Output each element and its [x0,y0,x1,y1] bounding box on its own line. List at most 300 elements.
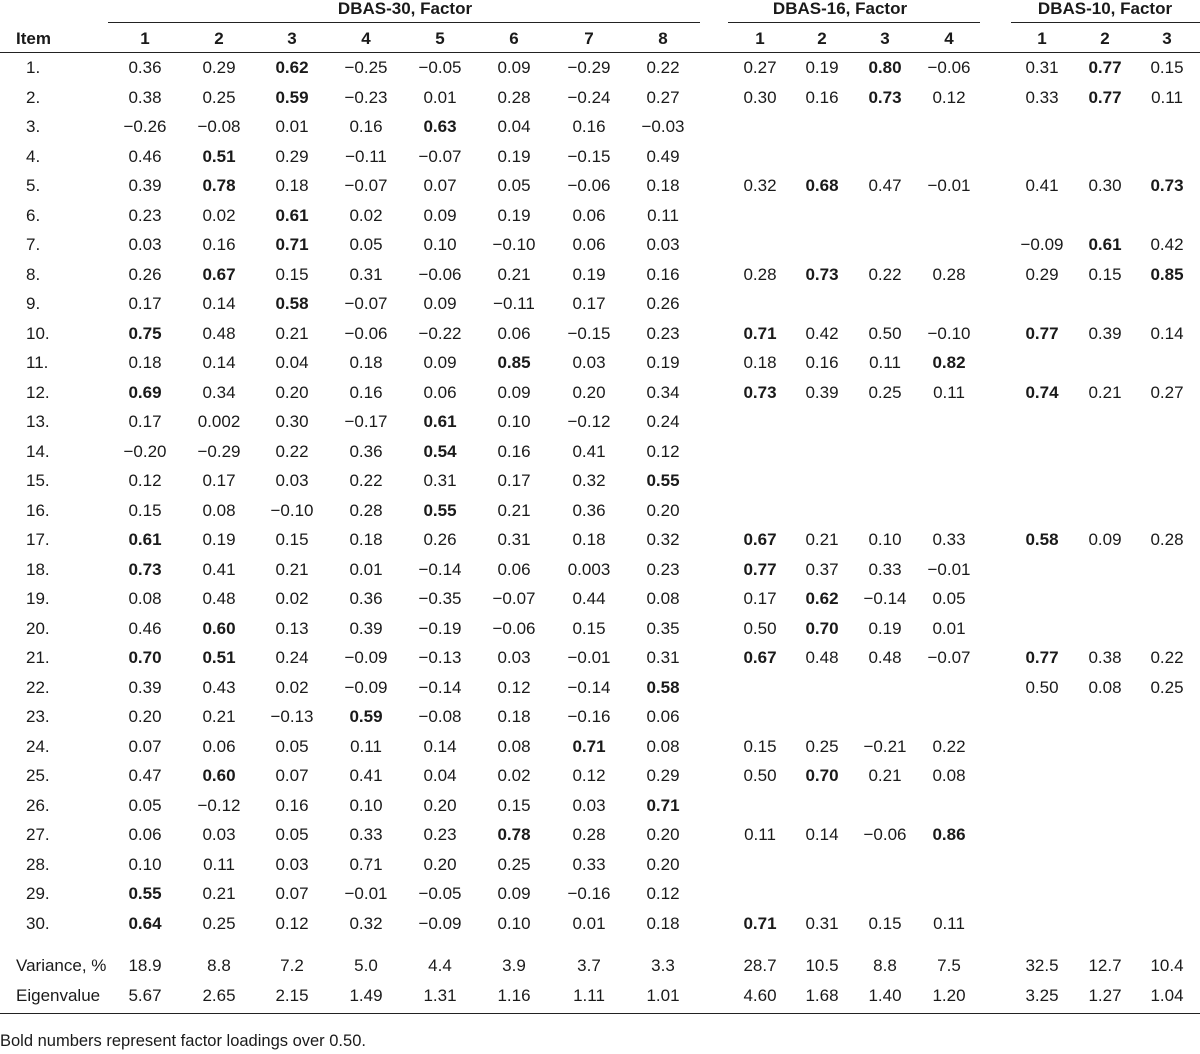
loading-cell: 0.16 [572,117,606,136]
loading-cell: 0.62 [805,589,839,608]
loading-cell: 0.11 [203,854,235,874]
loading-cell: 0.16 [497,441,531,461]
loading-cell: 0.33 [1025,87,1059,107]
loading-cell: 0.01 [423,87,457,107]
loading-cell: 0.42 [805,323,839,343]
loading-cell: −0.09 [344,648,388,667]
loading-cell: 0.61 [423,412,457,431]
loading-cell: 0.16 [805,87,839,107]
loading-cell: −0.14 [567,677,611,697]
item-number: 6. [26,205,41,225]
loading-cell: 0.41 [349,766,383,785]
loading-cell: 0.20 [572,382,606,402]
loading-cell: 0.62 [275,58,309,77]
group-header-dbas30: DBAS-30, Factor [337,0,473,18]
item-number: 19. [26,589,50,608]
loading-cell: 0.70 [805,618,839,638]
loading-cell: 0.13 [275,618,309,638]
loading-cell: 0.32 [743,176,777,195]
loading-cell: 0.39 [805,382,839,402]
loading-cell: 0.18 [646,176,680,195]
loading-cell: 0.17 [743,589,777,608]
loading-cell: 0.17 [128,412,162,431]
loading-cell: 0.26 [423,530,457,549]
loading-cell: 0.47 [868,176,902,195]
loading-cell: 0.20 [646,500,680,520]
factor-header: 8 [658,29,668,48]
loading-cell: 0.06 [572,205,606,225]
loading-cell: 0.27 [646,87,680,107]
loading-cell: 0.50 [868,323,902,343]
loading-cell: 0.31 [1025,58,1059,77]
loading-cell: 0.21 [805,530,839,549]
factor-header: 2 [214,29,224,48]
loading-cell: 0.15 [1150,58,1184,77]
factor-header: 2 [1100,29,1110,48]
loading-cell: −0.07 [927,648,971,667]
summary-cell: 1.49 [349,985,383,1005]
loading-cell: 0.09 [497,58,531,77]
loading-cell: 0.15 [275,264,309,284]
factor-header: 2 [817,29,827,48]
loading-cell: −0.17 [344,412,388,431]
loading-cell: 0.02 [275,589,309,608]
loading-cell: 0.47 [128,766,162,785]
loading-cell: −0.03 [641,117,685,136]
summary-cell: 1.40 [868,985,902,1005]
loading-cell: 0.31 [646,648,680,667]
loading-cell: 0.58 [646,677,680,697]
loading-cell: 0.17 [497,471,531,490]
loading-cell: −0.12 [197,795,241,815]
loading-cell: 0.32 [646,530,680,549]
loading-cell: 0.28 [572,825,606,844]
loading-cell: −0.29 [197,441,241,461]
loading-cell: 0.86 [932,825,966,844]
factor-header: 7 [584,29,594,48]
summary-cell: 3.9 [502,956,526,975]
summary-cell: 1.31 [423,985,457,1005]
loading-cell: 0.02 [275,677,309,697]
summary-cell: 8.8 [207,956,231,975]
loading-cell: −0.06 [567,176,611,195]
summary-cell: 4.60 [743,985,777,1005]
loading-cell: 0.06 [423,382,457,402]
loading-cell: 0.18 [349,353,383,372]
header-rule [0,52,1200,53]
summary-cell: 5.0 [354,956,378,975]
loading-cell: 0.69 [128,382,162,402]
loading-cell: 0.29 [202,58,236,77]
loading-cell: 0.16 [646,264,680,284]
summary-cell: 10.5 [805,956,839,975]
item-number: 1. [26,58,41,77]
loading-cell: 0.12 [275,913,309,933]
loading-cell: 0.08 [497,736,531,756]
loading-cell: 0.04 [275,353,309,372]
loading-cell: 0.10 [497,913,531,933]
loading-cell: −0.11 [493,294,535,313]
group-rule-dbas10 [1011,22,1200,23]
loading-cell: 0.71 [646,795,680,815]
loading-cell: 0.58 [1025,530,1059,549]
loading-cell: 0.19 [202,530,236,549]
loading-cell: 0.39 [349,618,383,638]
loading-cell: 0.73 [1150,176,1184,195]
loading-cell: 0.18 [743,353,777,372]
loading-cell: 0.12 [646,441,680,461]
loading-cell: 0.20 [646,825,680,844]
loading-cell: 0.04 [423,766,457,785]
loading-cell: 0.39 [128,677,162,697]
loading-cell: −0.24 [567,87,611,107]
loading-cell: −0.21 [863,736,907,756]
loading-cell: 0.46 [128,146,162,166]
loading-cell: −0.23 [344,87,388,107]
item-number: 28. [26,854,50,874]
summary-cell: 4.4 [428,956,452,975]
loading-cell: 0.48 [202,589,236,608]
loading-cell: 0.35 [646,618,680,638]
loading-cell: 0.25 [202,87,236,107]
loading-cell: 0.71 [349,854,383,874]
item-number: 9. [26,294,41,313]
summary-cell: 1.04 [1150,985,1184,1005]
group-header-dbas16: DBAS-16, Factor [772,0,908,18]
loading-cell: 0.60 [202,766,236,785]
item-number: 22. [26,677,50,697]
loading-cell: 0.002 [197,412,241,431]
loading-cell: 0.16 [349,382,383,402]
loading-cell: −0.06 [344,323,388,343]
item-number: 21. [26,648,50,667]
loading-cell: 0.28 [932,264,966,284]
loading-cell: 0.17 [128,294,162,313]
item-number: 2. [26,87,41,107]
loading-cell: 0.14 [423,736,457,756]
loading-cell: 0.61 [128,530,162,549]
item-number: 11. [26,353,49,372]
loading-cell: 0.18 [128,353,162,372]
summary-cell: 3.7 [577,956,601,975]
loading-cell: 0.02 [202,205,236,225]
loading-cell: −0.08 [197,117,241,136]
factor-header: 3 [1162,29,1172,48]
loading-cell: 0.11 [933,913,965,933]
loading-cell: 0.67 [743,648,777,667]
group-rule-dbas30 [108,22,700,23]
factor-header: 6 [509,29,519,48]
loading-cell: 0.12 [646,884,680,903]
loading-cell: 0.16 [805,353,839,372]
loading-cell: 0.14 [1150,323,1184,343]
loading-cell: 0.21 [275,323,309,343]
summary-cell: 1.16 [497,985,531,1005]
loading-cell: 0.31 [497,530,531,549]
loading-cell: 0.14 [202,294,236,313]
loading-cell: 0.09 [423,205,457,225]
loading-cell: 0.01 [932,618,966,638]
loading-cell: −0.07 [344,176,388,195]
loading-cell: 0.07 [275,884,309,903]
loading-cell: 0.06 [202,736,236,756]
item-number: 12. [26,382,50,402]
loading-cell: 0.21 [1088,382,1122,402]
loading-cell: 0.24 [275,648,309,667]
loading-cell: 0.21 [868,766,902,785]
loading-cell: −0.12 [567,412,611,431]
loading-cell: 0.32 [572,471,606,490]
summary-cell: 7.2 [280,956,304,975]
factor-header: 5 [435,29,445,48]
loading-cell: 0.17 [202,471,236,490]
loading-cell: 0.30 [743,87,777,107]
loading-cell: 0.23 [646,323,680,343]
factor-header: 1 [755,29,765,48]
loading-cell: 0.30 [1088,176,1122,195]
loading-cell: 0.34 [646,382,680,402]
loading-cell: 0.09 [423,353,457,372]
loading-cell: −0.05 [418,58,462,77]
loading-cell: −0.01 [927,176,971,195]
loading-cell: 0.18 [572,530,606,549]
item-number: 27. [26,825,50,844]
summary-cell: 1.20 [932,985,966,1005]
loading-cell: 0.19 [497,146,531,166]
loading-cell: 0.70 [128,648,162,667]
loading-cell: 0.22 [1150,648,1184,667]
loading-cell: 0.61 [1088,235,1122,254]
loading-cell: 0.29 [646,766,680,785]
loading-cell: 0.19 [805,58,839,77]
loading-cell: 0.27 [743,58,777,77]
loading-cell: 0.10 [497,412,531,431]
loading-cell: 0.21 [497,500,531,520]
summary-label: Eigenvalue [16,985,101,1005]
loading-cell: 0.11 [1151,87,1183,107]
loading-cell: −0.26 [123,117,167,136]
loading-cell: 0.09 [497,884,531,903]
item-number: 3. [26,117,41,136]
loading-cell: 0.08 [932,766,966,785]
loading-cell: 0.21 [275,559,309,579]
loading-cell: 0.08 [1088,677,1122,697]
loading-cell: −0.10 [270,500,314,520]
loading-cell: 0.73 [805,264,839,284]
summary-cell: 18.9 [128,956,162,975]
loading-cell: 0.78 [497,825,531,844]
loading-cell: 0.51 [202,648,236,667]
loading-cell: 0.39 [1088,323,1122,343]
summary-cell: 12.7 [1088,956,1122,975]
loading-cell: 0.20 [423,795,457,815]
loading-cell: 0.20 [423,854,457,874]
loading-cell: 0.25 [1150,677,1184,697]
loading-cell: 0.73 [128,559,162,579]
loading-cell: 0.48 [805,648,839,667]
loading-cell: 0.22 [646,58,680,77]
loading-cell: 0.71 [743,913,777,933]
loading-cell: 0.31 [349,264,383,284]
loading-cell: 0.49 [646,146,680,166]
loading-cell: 0.15 [868,913,902,933]
loading-cell: −0.10 [492,235,536,254]
loading-cell: 0.63 [423,117,457,136]
summary-cell: 5.67 [128,985,162,1005]
loading-cell: 0.03 [497,648,531,667]
loading-cell: 0.36 [572,500,606,520]
loading-cell: −0.06 [418,264,462,284]
loading-cell: 0.03 [275,471,309,490]
loading-cell: −0.14 [863,589,907,608]
loading-cell: 0.10 [423,235,457,254]
loading-cell: −0.25 [344,58,388,77]
loading-cell: 0.51 [202,146,236,166]
loading-cell: 0.31 [423,471,457,490]
loading-cell: 0.73 [743,382,777,402]
loading-cell: −0.07 [418,146,462,166]
loading-cell: 0.60 [202,618,236,638]
loading-cell: 0.19 [646,353,680,372]
item-number: 30. [26,913,50,933]
loading-cell: 0.04 [497,117,531,136]
loading-cell: 0.31 [805,913,839,933]
loading-cell: 0.41 [202,559,236,579]
loading-cell: 0.38 [128,87,162,107]
loading-cell: −0.14 [418,559,462,579]
loading-cell: 0.07 [275,766,309,785]
loading-cell: 0.20 [646,854,680,874]
loading-cell: 0.03 [275,854,309,874]
loading-cell: 0.36 [349,589,383,608]
loading-cell: 0.71 [743,323,777,343]
loading-cell: −0.13 [418,648,462,667]
loading-cell: 0.77 [1088,58,1122,77]
loading-cell: 0.28 [497,87,531,107]
loading-cell: 0.08 [202,500,236,520]
summary-cell: 1.27 [1088,985,1122,1005]
loading-cell: 0.16 [202,235,236,254]
loading-cell: 0.06 [646,707,680,726]
loading-cell: 0.33 [349,825,383,844]
loading-cell: 0.02 [497,766,531,785]
loading-cell: 0.55 [646,471,680,490]
loading-cell: 0.77 [1088,87,1122,107]
loading-cell: −0.11 [345,146,387,166]
loading-cell: 0.18 [646,913,680,933]
loading-cell: 0.05 [932,589,966,608]
loading-cell: 0.16 [349,117,383,136]
loading-cell: 0.12 [497,677,531,697]
loading-cell: 0.67 [743,530,777,549]
loading-cell: 0.42 [1150,235,1184,254]
loading-cell: 0.15 [128,500,162,520]
loading-cell: 0.05 [497,176,531,195]
loading-cell: 0.22 [275,441,309,461]
loading-cell: −0.01 [927,559,971,579]
loading-cell: 0.27 [1150,382,1184,402]
loading-cell: 0.18 [349,530,383,549]
loading-cell: 0.55 [128,884,162,903]
loading-cell: 0.44 [572,589,606,608]
loading-cell: −0.06 [863,825,907,844]
loading-cell: 0.28 [1150,530,1184,549]
loading-cell: 0.15 [497,795,531,815]
loading-cell: 0.05 [275,825,309,844]
factor-header: 1 [1037,29,1047,48]
loading-cell: 0.10 [128,854,162,874]
loading-cell: 0.15 [275,530,309,549]
loading-cell: 0.05 [275,736,309,756]
summary-cell: 28.7 [743,956,777,975]
loading-cell: 0.02 [349,205,383,225]
loading-cell: 0.12 [572,766,606,785]
summary-cell: 8.8 [873,956,897,975]
loading-cell: 0.75 [128,323,162,343]
loading-cell: 0.22 [868,264,902,284]
loading-cell: 0.24 [646,412,680,431]
loading-cell: −0.06 [927,58,971,77]
loading-cell: −0.07 [344,294,388,313]
loading-cell: 0.03 [128,235,162,254]
loading-cell: 0.78 [202,176,236,195]
loading-cell: 0.34 [202,382,236,402]
item-number: 4. [26,146,41,166]
loading-cell: 0.36 [128,58,162,77]
summary-cell: 7.5 [937,956,961,975]
loading-cell: 0.30 [275,412,309,431]
loading-cell: 0.64 [128,913,162,933]
loading-cell: 0.25 [202,913,236,933]
item-number: 25. [26,766,50,785]
summary-cell: 2.15 [275,985,309,1005]
loading-cell: 0.29 [275,146,309,166]
loading-cell: 0.03 [572,353,606,372]
loading-cell: 0.36 [349,441,383,461]
loading-cell: 0.16 [275,795,309,815]
loading-cell: 0.71 [572,736,606,756]
loading-cell: 0.77 [743,559,777,579]
loading-cell: −0.16 [567,884,611,903]
item-number: 24. [26,736,50,756]
loading-cell: 0.06 [497,323,531,343]
loading-cell: 0.77 [1025,323,1059,343]
loading-cell: 0.29 [1025,264,1059,284]
bottom-rule [0,1013,1200,1014]
loading-cell: 0.23 [128,205,162,225]
loading-cell: 0.33 [868,559,902,579]
loading-cell: 0.21 [497,264,531,284]
loading-cell: 0.61 [275,205,309,225]
loading-cell: 0.07 [128,736,162,756]
loading-cell: 0.06 [497,559,531,579]
loading-cell: 0.80 [868,58,902,77]
loading-cell: 0.71 [275,235,309,254]
loading-cell: 0.43 [202,677,236,697]
loading-cell: 0.70 [805,766,839,785]
summary-cell: 2.65 [202,985,236,1005]
loading-cell: −0.16 [567,707,611,726]
item-number: 10. [26,323,50,343]
loading-cell: 0.28 [743,264,777,284]
factor-header: 1 [140,29,150,48]
loading-cell: 0.28 [349,500,383,520]
item-number: 5. [26,176,41,195]
loading-cell: 0.14 [202,353,236,372]
item-number: 26. [26,795,50,815]
loading-cell: −0.19 [418,618,462,638]
loading-cell: 0.08 [128,589,162,608]
